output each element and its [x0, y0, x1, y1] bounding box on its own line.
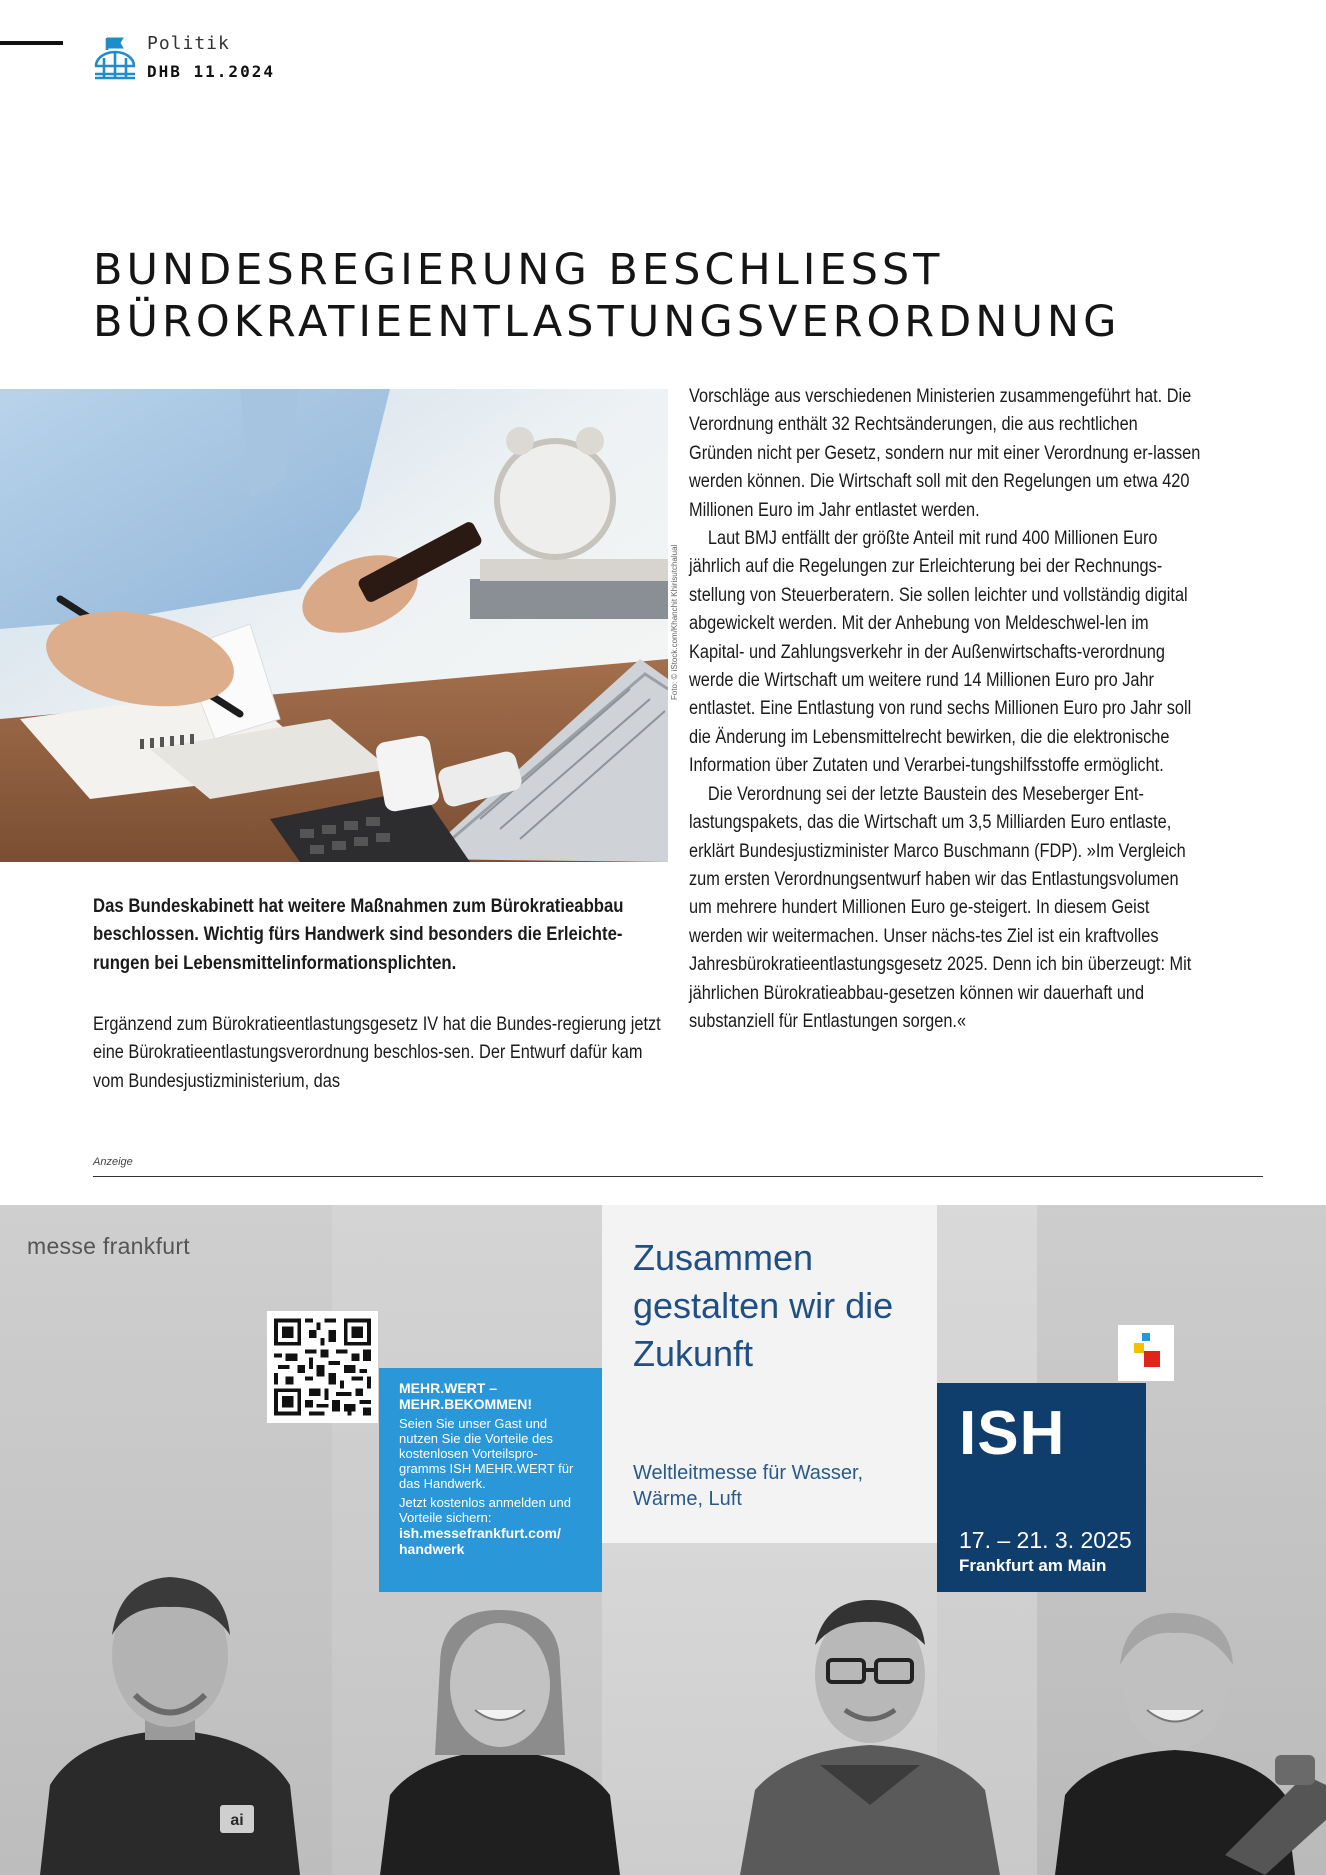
ad-label: Anzeige	[93, 1156, 133, 1168]
article-headline	[93, 244, 1273, 348]
ish-logo-icon	[1118, 1325, 1174, 1381]
promo-url[interactable]: ish.messefrankfurt.com/ handwerk	[399, 1525, 561, 1557]
headline-line-2: BÜROKRATIEENTLASTUNGSVERORDNUNG	[93, 297, 1121, 347]
body-paragraph: Ergänzend zum Bürokratieentlastungsgesetz IV hat die Bundes-regierung jetzt eine Bürokratieentlastungsverordnung beschlos-sen. Der Entwurf dafür kam vom Bundesjustizministerium, das	[93, 1014, 661, 1092]
photo-credit: Foto: © iStock.com/Khanchit Khirisutchalual	[670, 544, 679, 700]
body-paragraph: Vorschläge aus verschiedenen Ministerien zusammengeführt hat. Die Verordnung enthält 32 Rechtsänderungen, die aus rechtlichen Gründen nicht per Gesetz, sondern nur mit einer Verordnung er-lassen werden können. Die Wirtschaft soll mit den Regelungen um etwa 420 Millionen Euro im Jahr entlastet werden.	[689, 386, 1201, 521]
promo-title: MEHR.WERT – MEHR.BEKOMMEN!	[399, 1380, 532, 1412]
ad-slogan: Zusammen gestalten wir die Zukunft	[633, 1237, 894, 1374]
event-name: ISH	[959, 1399, 1066, 1468]
person-portrait	[20, 1565, 320, 1875]
shirt-logo: ai	[230, 1812, 244, 1829]
person-portrait	[370, 1605, 630, 1875]
person-portrait	[1035, 1605, 1326, 1875]
brand-logo: messe frankfurt	[27, 1233, 190, 1259]
building-flag-icon	[93, 34, 137, 80]
header-rule	[0, 41, 63, 45]
person-portrait	[730, 1590, 1010, 1875]
ad-divider	[93, 1176, 1263, 1177]
slogan-box	[602, 1205, 937, 1543]
ad-subline: Weltleitmesse für Wasser, Wärme, Luft	[633, 1462, 864, 1510]
body-paragraph: Die Verordnung sei der letzte Baustein des Meseberger Ent-lastungspakets, das die Wirtschaft um 3,5 Milliarden Euro entlaste, erklärt Bundesjustizminister Marco Buschmann (FDP). »Im Vergleich zum ersten Verordnungsentwurf haben wir das Entlastungsvolumen um mehrere hundert Millionen Euro ge-steigert. In diesem Geist werden wir weitermachen. Unser nächs-tes Ziel ist ein kraftvolles Jahresbürokratieentlastungsgesetz 2025. Denn ich bin überzeugt: Mit jährlichen Bürokratieabbau-gesetzen können wir dauerhaft und substanziell für Entlastungen sorgen.«	[689, 783, 1192, 1032]
event-date: 17. – 21. 3. 2025	[959, 1527, 1132, 1553]
article-photo	[0, 389, 668, 862]
issue-label: DHB 11.2024	[147, 62, 275, 81]
headline-line-1: BUNDESREGIERUNG BESCHLIESST	[93, 245, 944, 295]
advertisement[interactable]	[0, 1205, 1326, 1875]
event-city: Frankfurt am Main	[959, 1556, 1107, 1575]
section-name: Politik	[147, 33, 230, 54]
promo-box[interactable]	[379, 1368, 602, 1592]
lead-paragraph: Das Bundeskabinett hat weitere Maßnahmen zum Bürokratieabbau beschlossen. Wichtig fürs Handwerk sind besonders die Erleichte-rungen bei Lebensmittelinformationsplichten.	[93, 896, 624, 974]
promo-cta: Jetzt kostenlos anmelden und Vorteile sichern:	[399, 1495, 571, 1525]
promo-text: Seien Sie unser Gast und nutzen Sie die Vorteile des kostenlosen Vorteilspro-gramms ISH MEHR.WERT für das Handwerk.	[399, 1416, 574, 1491]
article-lead	[93, 893, 665, 978]
article-body-left	[93, 1011, 666, 1096]
article-body-right	[689, 383, 1205, 1036]
event-box	[937, 1383, 1146, 1592]
body-paragraph: Laut BMJ entfällt der größte Anteil mit rund 400 Millionen Euro jährlich auf die Regelungen zur Erleichterung bei der Rechnungs-stellung von Steuerberatern. Sie sollen leichter und vollständig digital abgewickelt werden. Mit der Anhebung von Meldeschwel-len im Kapital- und Zahlungsverkehr in der Außenwirtschafts-verordnung werde die Wirtschaft um weitere rund 14 Millionen Euro pro Jahr entlastet. Eine Entlastung von rund sechs Millionen Euro pro Jahr soll die Änderung im Lebensmittelrecht bewirken, die die elektronische Information über Zutaten und Verarbei-tungshilfsstoffe ermöglicht.	[689, 528, 1192, 777]
qr-code[interactable]	[267, 1311, 378, 1423]
